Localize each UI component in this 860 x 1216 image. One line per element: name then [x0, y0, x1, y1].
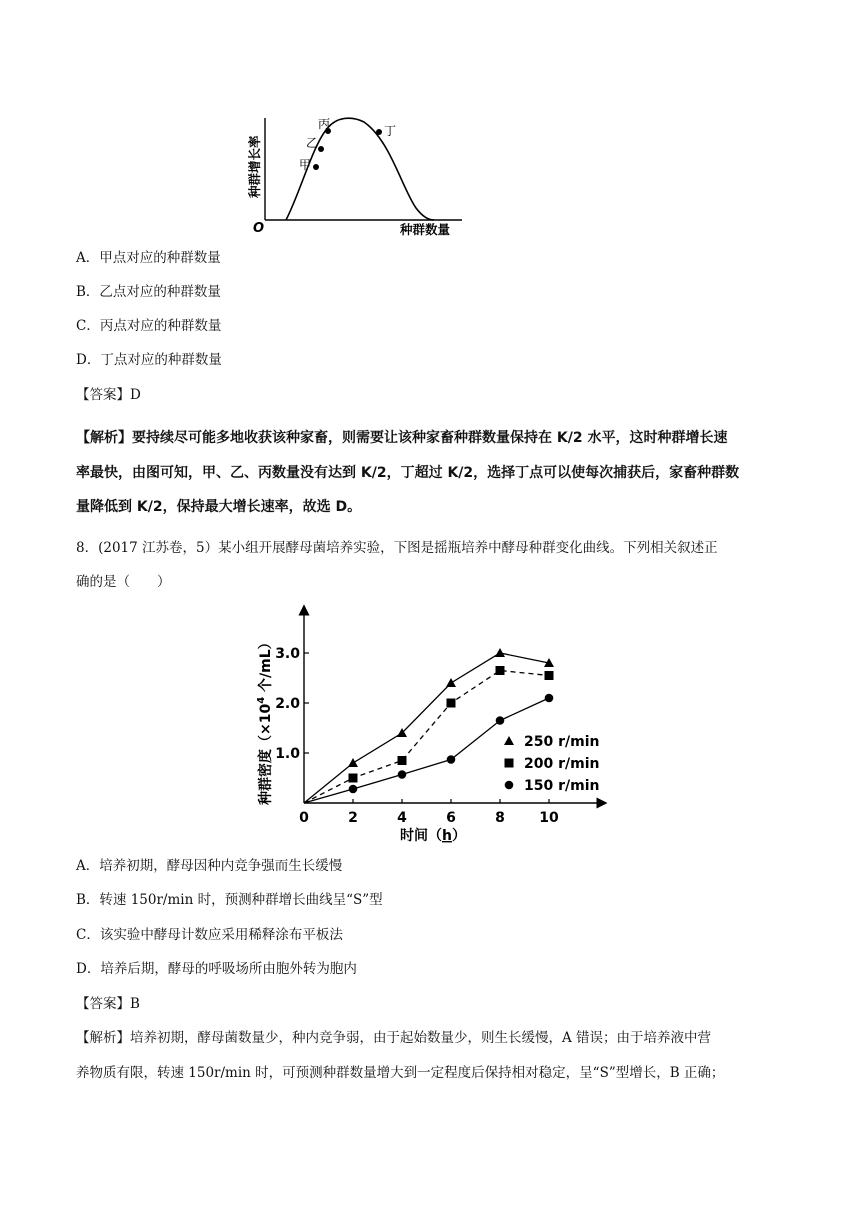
data-point — [398, 756, 407, 765]
x-tick-label: 8 — [495, 810, 505, 826]
legend-label: 150 r/min — [524, 778, 600, 794]
legend-marker — [505, 781, 514, 790]
point-label-bing: 丙 — [318, 117, 331, 131]
point-ding — [376, 129, 382, 135]
q8-option-b: B．转速 150r/min 时，预测种群增长曲线呈“S”型 — [76, 892, 383, 908]
yeast-density-chart — [250, 600, 610, 846]
y-tick-label: 2.0 — [275, 696, 300, 712]
point-label-jia: 甲 — [299, 158, 312, 172]
q8-option-a: A．培养初期，酵母因种内竞争强而生长缓慢 — [76, 858, 343, 874]
data-point — [496, 666, 505, 675]
data-point — [496, 716, 505, 725]
y-axis-label: 种群增长率 — [247, 135, 262, 198]
data-point — [349, 785, 358, 794]
q7-option-c: C．丙点对应的种群数量 — [76, 318, 222, 334]
data-point — [349, 774, 358, 783]
y-axis-label: 种群密度（$\times 10^4$ 个/mL） — [256, 635, 274, 805]
q8-stem-line-1: 8．(2017 江苏卷，5）某小组开展酵母菌培养实验，下图是摇瓶培养中酵母种群变化曲线。下列相关叙述正 — [76, 540, 718, 556]
x-axis-label: 时间（h） — [400, 828, 466, 844]
data-point — [545, 671, 554, 680]
point-yi — [318, 146, 324, 152]
data-point — [446, 678, 456, 687]
x-tick-label: 6 — [446, 810, 456, 826]
q7-analysis-line-1: 【解析】要持续尽可能多地收获该种家畜，则需要让该种家畜种群数量保持在 K/2 水平，这时种群增长速 — [76, 430, 728, 446]
data-point — [447, 755, 456, 764]
x-axis-label: 种群数量 — [400, 222, 451, 237]
q7-option-d: D．丁点对应的种群数量 — [76, 352, 222, 368]
legend-label: 200 r/min — [524, 756, 600, 772]
q8-option-d: D．培养后期，酵母的呼吸场所由胞外转为胞内 — [76, 961, 357, 977]
x-tick-label: 4 — [397, 810, 407, 826]
legend-marker — [504, 736, 514, 745]
point-label-ding: 丁 — [384, 124, 397, 138]
q7-analysis-line-3: 量降低到 K/2，保持最大增长速率，故选 D。 — [76, 499, 362, 515]
q8-stem-line-2: 确的是（ ） — [76, 574, 171, 590]
data-point — [348, 758, 358, 767]
growth-rate-chart — [240, 108, 470, 240]
data-point — [398, 770, 407, 779]
q7-answer: 【答案】D — [76, 387, 141, 403]
q8-option-c: C．该实验中酵母计数应采用稀释涂布平板法 — [76, 927, 343, 943]
x-tick-label: 2 — [348, 810, 358, 826]
q8-analysis-line-2: 养物质有限，转速 150r/min 时，可预测种群数量增大到一定程度后保持相对稳定，呈“S”型增长，B 正确； — [76, 1065, 725, 1081]
x-tick-label: 0 — [299, 810, 309, 826]
data-point — [545, 694, 554, 703]
q7-option-b: B．乙点对应的种群数量 — [76, 284, 221, 300]
q8-analysis-line-1: 【解析】培养初期，酵母菌数量少，种内竞争弱，由于起始数量少，则生长缓慢，A 错误；由于培养液中营 — [76, 1030, 712, 1046]
data-point — [495, 648, 505, 657]
x-tick-label: 10 — [539, 810, 559, 826]
q7-option-a: A．甲点对应的种群数量 — [76, 250, 221, 266]
data-point — [447, 699, 456, 708]
y-tick-label: 3.0 — [275, 646, 300, 662]
legend-label: 250 r/min — [524, 734, 600, 750]
point-label-yi: 乙 — [306, 136, 319, 150]
series-line-0 — [304, 653, 549, 803]
legend-marker — [505, 759, 514, 768]
q7-analysis-line-2: 率最快，由图可知，甲、乙、丙数量没有达到 K/2，丁超过 K/2，选择丁点可以使每次捕获后，家畜种群数 — [76, 465, 740, 481]
point-jia — [313, 164, 319, 170]
q8-answer: 【答案】B — [76, 996, 140, 1012]
y-tick-label: 1.0 — [275, 746, 300, 762]
origin-label: O — [253, 221, 265, 236]
